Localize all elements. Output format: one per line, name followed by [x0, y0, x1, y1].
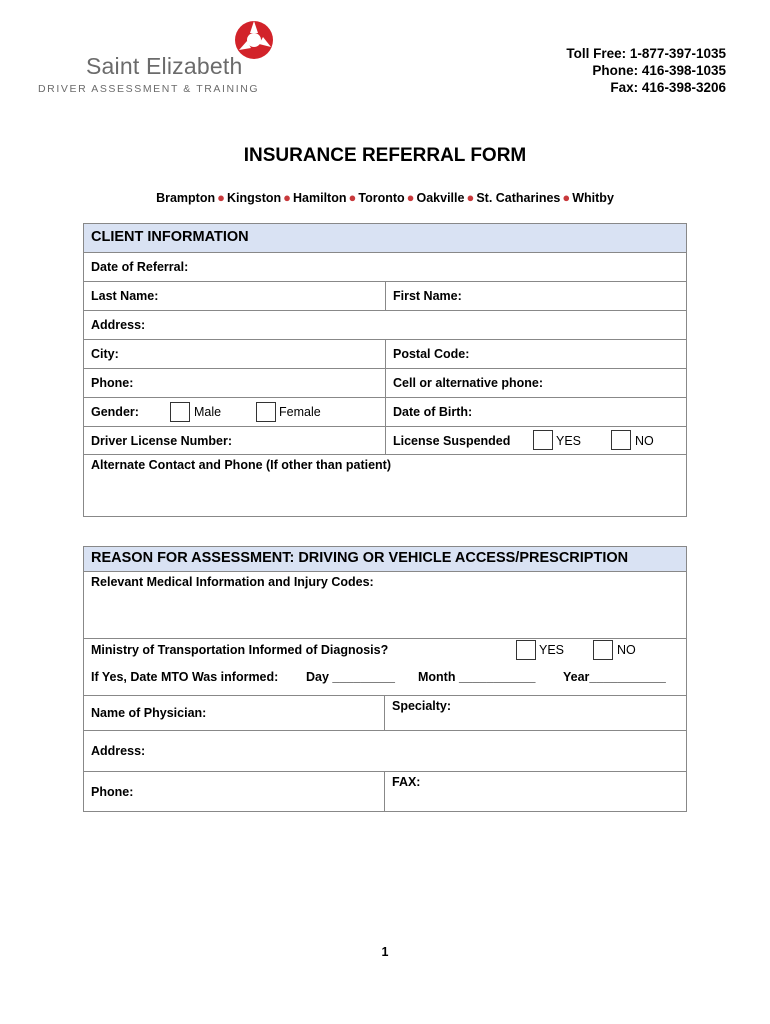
mto-yes-label: YES [539, 643, 565, 657]
date-of-birth-field[interactable]: Date of Birth: [385, 398, 686, 426]
female-label: Female [279, 405, 321, 419]
location: St. Catharines [476, 191, 561, 205]
toll-free: Toll Free: 1-877-397-1035 [566, 46, 726, 61]
bullet-icon: ● [562, 190, 571, 205]
yes-label: YES [556, 433, 582, 448]
location: Whitby [572, 191, 614, 205]
contact-info [566, 45, 726, 96]
phone: Phone: 416-398-1035 [592, 63, 726, 78]
license-suspended-yes-checkbox[interactable] [533, 430, 553, 450]
physician-name-field[interactable]: Name of Physician: [91, 706, 207, 720]
client-information-section [83, 223, 687, 517]
driver-license-number-field[interactable]: Driver License Number: [91, 433, 233, 448]
medical-info-label: Relevant Medical Information and Injury Codes: [91, 575, 374, 589]
gender-row [84, 397, 686, 426]
physician-address-label: Address: [91, 744, 146, 758]
physician-address-row[interactable] [84, 730, 686, 771]
bullet-icon: ● [348, 190, 357, 205]
bullet-icon: ● [217, 190, 225, 205]
bullet-icon: ● [406, 190, 415, 205]
day-field[interactable]: Day _________ [306, 670, 395, 684]
female-checkbox[interactable] [256, 402, 276, 422]
last-name-field[interactable]: Last Name: [91, 289, 159, 303]
mto-no-checkbox[interactable] [593, 640, 613, 660]
month-field[interactable]: Month ___________ [418, 670, 536, 684]
location: Brampton [156, 191, 216, 205]
logo-name: Saint Elizabeth [86, 53, 243, 79]
cell-phone-field[interactable]: Cell or alternative phone: [385, 369, 686, 397]
no-label: NO [635, 433, 654, 448]
logo [38, 20, 278, 100]
date-of-referral-row[interactable] [84, 252, 686, 281]
mto-no-label: NO [617, 643, 636, 657]
physician-fax-field[interactable]: FAX: [384, 772, 686, 811]
license-suspended-field [385, 427, 686, 454]
reason-for-assessment-section [83, 546, 687, 812]
bullet-icon: ● [283, 190, 292, 205]
if-yes-label: If Yes, Date MTO Was informed: [91, 670, 279, 684]
gender-label: Gender: [91, 405, 139, 419]
mto-yes-checkbox[interactable] [516, 640, 536, 660]
location: Toronto [358, 191, 405, 205]
address-label: Address: [91, 318, 146, 332]
location: Kingston [226, 191, 282, 205]
first-name-field[interactable]: First Name: [385, 282, 686, 310]
client-information-heading: CLIENT INFORMATION [84, 224, 686, 252]
license-suspended-no-checkbox[interactable] [611, 430, 631, 450]
reason-heading: REASON FOR ASSESSMENT: DRIVING OR VEHICLE ACCESS/PRESCRIPTION [84, 547, 686, 571]
male-checkbox[interactable] [170, 402, 190, 422]
locations-line [0, 190, 770, 205]
bullet-icon: ● [466, 190, 475, 205]
gender-field [84, 398, 385, 426]
address-row[interactable] [84, 310, 686, 339]
page-number: 1 [381, 945, 389, 959]
logo-subtitle: DRIVER ASSESSMENT & TRAINING [38, 83, 260, 95]
city-row [84, 339, 686, 368]
physician-phone-field[interactable]: Phone: [91, 784, 134, 799]
phone-row [84, 368, 686, 397]
male-label: Male [194, 405, 222, 419]
license-row [84, 426, 686, 454]
name-row [84, 281, 686, 310]
phone-field[interactable]: Phone: [91, 376, 134, 390]
specialty-field[interactable]: Specialty: [384, 696, 686, 730]
license-suspended-label: License Suspended [393, 433, 511, 448]
location: Oakville [416, 191, 465, 205]
form-title: INSURANCE REFERRAL FORM [243, 145, 527, 166]
mto-informed-label: Ministry of Transportation Informed of Diagnosis? [91, 643, 389, 657]
city-field[interactable]: City: [91, 347, 119, 361]
alternate-contact-label: Alternate Contact and Phone (If other than patient) [91, 458, 392, 472]
year-field[interactable]: Year___________ [563, 670, 666, 684]
physician-phone-row [84, 771, 686, 811]
mto-row [84, 638, 686, 695]
date-of-referral-label: Date of Referral: [91, 260, 189, 274]
medical-info-row[interactable] [84, 571, 686, 638]
physician-row [84, 695, 686, 730]
alternate-contact-row[interactable] [84, 454, 686, 516]
location: Hamilton [293, 191, 347, 205]
postal-code-field[interactable]: Postal Code: [385, 340, 686, 368]
fax: Fax: 416-398-3206 [610, 80, 726, 95]
